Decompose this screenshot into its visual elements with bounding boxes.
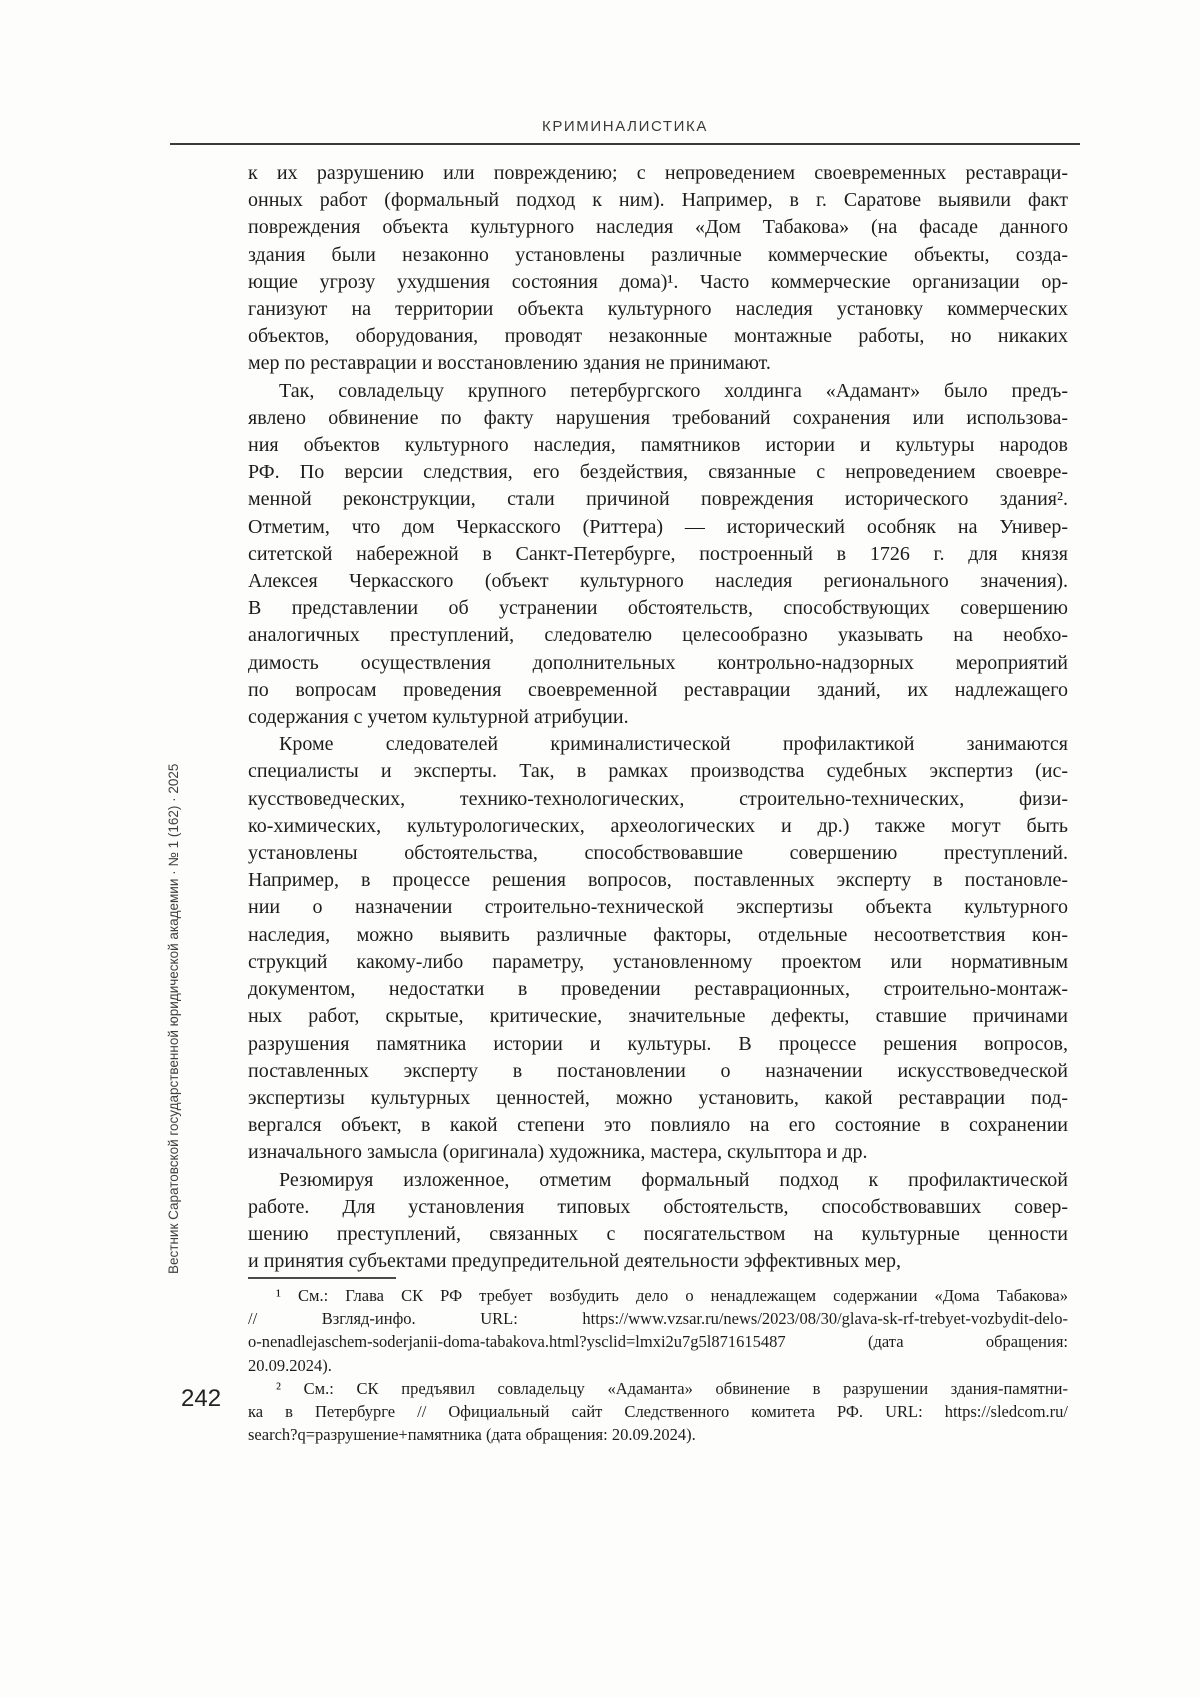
text-line: экспертизы культурных ценностей, можно установить, какой реставрации под- <box>248 1086 1068 1109</box>
text-line: явлено обвинение по факту нарушения требований сохранения или использова- <box>248 406 1068 429</box>
text-line: работе. Для установления типовых обстоятельств, способствовавших совер- <box>248 1195 1068 1218</box>
text-line: поставленных эксперту в постановлении о назначении искусствоведческой <box>248 1059 1068 1082</box>
text-line: ситетской набережной в Санкт-Петербурге, построенный в 1726 г. для князя <box>248 542 1068 565</box>
article-body <box>248 160 1068 1275</box>
footnote <box>248 1284 1068 1377</box>
journal-sidebar-caption: Вестник Саратовской государственной юридической академии · № 1 (162) · 2025 <box>166 763 181 1274</box>
body-paragraph <box>248 1167 1068 1276</box>
text-line: шению преступлений, связанных с посягательством на культурные ценности <box>248 1222 1068 1245</box>
text-line: 20.09.2024). <box>248 1355 332 1375</box>
text-line: В представлении об устранении обстоятельств, способствующих совершению <box>248 597 1068 620</box>
text-line: ка в Петербурге // Официальный сайт Следственного комитета РФ. URL: https://sledcom.ru/ <box>248 1402 1068 1422</box>
text-line: Кроме следователей криминалистической профилактикой занимаются <box>279 733 1068 756</box>
body-paragraph <box>248 160 1068 378</box>
text-line: ² См.: СК предъявил совладельцу «Адаманта» обвинение в разрушении здания-памятни- <box>276 1378 1068 1398</box>
text-line: установлены обстоятельства, способствовавшие совершению преступлений. <box>248 842 1068 865</box>
text-line: search?q=разрушение+памятника (дата обращения: 20.09.2024). <box>248 1425 696 1445</box>
text-line: онных работ (формальный подход к ним). Например, в г. Саратове выявили факт <box>248 189 1068 212</box>
footnote-separator <box>248 1277 396 1279</box>
text-line: ко-химических, культурологических, археологических и др.) также могут быть <box>248 814 1068 837</box>
text-line: ных работ, скрытые, критические, значительные дефекты, ставшие причинами <box>248 1005 1068 1028</box>
text-line: объектов, оборудования, проводят незаконные монтажные работы, но никаких <box>248 325 1068 348</box>
body-paragraph <box>248 731 1068 1166</box>
text-line: содержания с учетом культурной атрибуции. <box>248 706 629 729</box>
text-line: РФ. По версии следствия, его бездействия, связанные с непроведением своевре- <box>248 461 1068 484</box>
text-line: Резюмируя изложенное, отметим формальный подход к профилактической <box>279 1168 1068 1191</box>
text-line: разрушения памятника истории и культуры. В процессе решения вопросов, <box>248 1032 1068 1055</box>
text-line: документом, недостатки в проведении реставрационных, строительно-монтаж- <box>248 978 1068 1001</box>
text-line: наследия, можно выявить различные факторы, отдельные несоответствия кон- <box>248 923 1068 946</box>
text-line: Так, совладельцу крупного петербургского холдинга «Адамант» было предъ- <box>279 379 1068 402</box>
text-line: струкций какому-либо параметру, установленному проектом или нормативным <box>248 950 1068 973</box>
text-line: ганизуют на территории объекта культурного наследия установку коммерческих <box>248 298 1068 321</box>
text-line: нии о назначении строительно-технической экспертизы объекта культурного <box>248 896 1068 919</box>
text-line: // Взгляд-инфо. URL: https://www.vzsar.ru/news/2023/08/30/glava-sk-rf-trebyet-vozbydit-delo- <box>248 1309 1068 1329</box>
running-head: КРИМИНАЛИСТИКА <box>541 118 708 135</box>
text-line: o-nenadlejaschem-soderjanii-doma-tabakova.html?ysclid=lmxi2u7g5l871615487 (дата обращения: <box>248 1332 1068 1352</box>
text-line: по вопросам проведения своевременной реставрации зданий, их надлежащего <box>248 678 1068 701</box>
text-line: димость осуществления дополнительных контрольно-надзорных мероприятий <box>248 651 1068 674</box>
text-line: здания были незаконно установлены различные коммерческие объекты, созда- <box>248 243 1068 266</box>
text-line: Алексея Черкасского (объект культурного наследия регионального значения). <box>248 570 1068 593</box>
text-line: кусствоведческих, технико-технологических, строительно-технических, физи- <box>248 787 1068 810</box>
text-line: к их разрушению или повреждению; с непроведением своевременных реставраци- <box>248 162 1068 184</box>
text-line: вергался объект, в какой степени это повлияло на его состояние в сохранении <box>248 1114 1068 1137</box>
text-line: специалисты и эксперты. Так, в рамках производства судебных экспертиз (ис- <box>248 760 1068 783</box>
text-line: и принятия субъектами предупредительной деятельности эффективных мер, <box>248 1250 902 1273</box>
text-line: мер по реставрации и восстановлению здания не принимают. <box>248 352 771 375</box>
text-line: ния объектов культурного наследия, памятников истории и культуры народов <box>248 434 1068 457</box>
text-line: ющие угрозу ухудшения состояния дома)¹. Часто коммерческие организации ор- <box>248 270 1068 293</box>
text-line: Отметим, что дом Черкасского (Риттера) — исторический особняк на Универ- <box>248 515 1068 538</box>
footnote <box>248 1377 1068 1447</box>
page-number: 242 <box>181 1385 222 1412</box>
text-line: Например, в процессе решения вопросов, поставленных эксперту в постановле- <box>248 869 1068 892</box>
footnotes <box>248 1284 1068 1446</box>
text-line: менной реконструкции, стали причиной повреждения исторического здания². <box>248 488 1068 511</box>
text-line: ¹ См.: Глава СК РФ требует возбудить дело о ненадлежащем содержании «Дома Табакова» <box>276 1286 1068 1305</box>
text-line: изначального замысла (оригинала) художника, мастера, скульптора и др. <box>248 1141 868 1164</box>
body-paragraph <box>248 378 1068 732</box>
text-line: повреждения объекта культурного наследия «Дом Табакова» (на фасаде данного <box>248 216 1068 239</box>
text-line: аналогичных преступлений, следователю целесообразно указывать на необхо- <box>248 624 1068 647</box>
header-rule <box>170 143 1080 145</box>
